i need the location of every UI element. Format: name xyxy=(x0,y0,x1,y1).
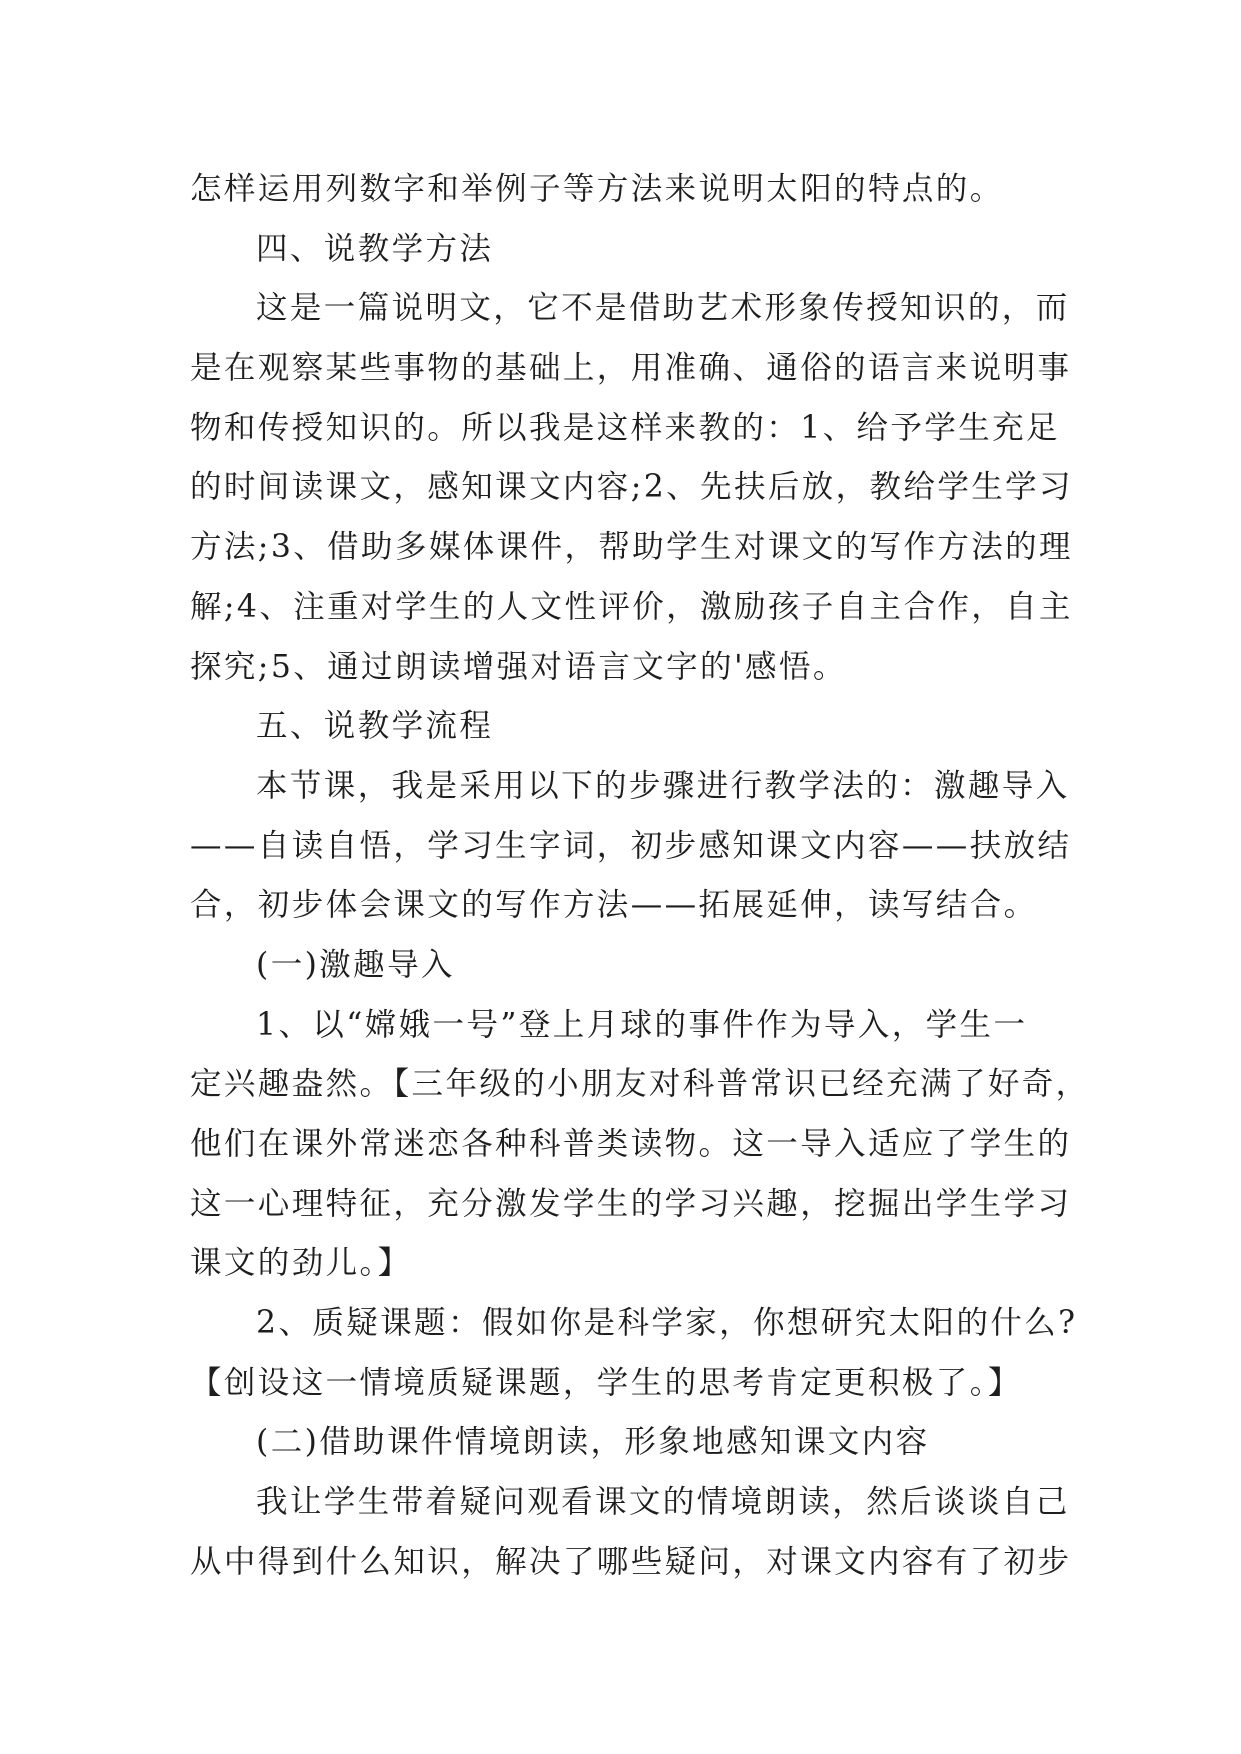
text-line: 方法;3、借助多媒体课件，帮助学生对课文的写作方法的理 xyxy=(190,529,1073,566)
text-line: 课文的劲儿。】 xyxy=(190,1245,412,1282)
text-line: 这是一篇说明文，它不是借助艺术形象传授知识的，而 xyxy=(256,290,1070,327)
text-line: 我让学生带着疑问观看课文的情境朗读，然后谈谈自己 xyxy=(256,1484,1070,1521)
text-line: 1、以“嫦娥一号”登上月球的事件作为导入，学生一 xyxy=(256,1006,1028,1043)
section-heading: 四、说教学方法 xyxy=(256,230,494,267)
subsection-heading: (二)借助课件情境朗读，形象地感知课文内容 xyxy=(256,1424,930,1461)
section-heading: 五、说教学流程 xyxy=(256,708,494,745)
text-line: 物和传授知识的。所以我是这样来教的：1、给予学生充足 xyxy=(190,409,1060,446)
text-line: 本节课，我是采用以下的步骤进行教学法的：激趣导入 xyxy=(256,767,1070,804)
document-body xyxy=(190,160,1090,1593)
text-line: 探究;5、通过朗读增强对语言文字的'感悟。 xyxy=(190,648,847,685)
text-line: 2、质疑课题：假如你是科学家，你想研究太阳的什么? xyxy=(256,1305,1078,1342)
text-line: 【创设这一情境质疑课题，学生的思考肯定更积极了。】 xyxy=(190,1364,1022,1401)
text-line: 怎样运用列数字和举例子等方法来说明太阳的特点的。 xyxy=(190,171,1004,207)
subsection-heading: (一)激趣导入 xyxy=(256,946,455,983)
text-line: ——自读自悟，学习生字词，初步感知课文内容——扶放结 xyxy=(190,827,1072,864)
text-line: 的时间读课文，感知课文内容;2、先扶后放，教给学生学习 xyxy=(190,469,1073,506)
text-line: 这一心理特征，充分激发学生的学习兴趣，挖掘出学生学习 xyxy=(190,1185,1072,1222)
text-line: 从中得到什么知识，解决了哪些疑问，对课文内容有了初步 xyxy=(190,1543,1072,1580)
text-line: 解;4、注重对学生的人文性评价，激励孩子自主合作，自主 xyxy=(190,588,1073,625)
text-line: 他们在课外常迷恋各种科普类读物。这一导入适应了学生的 xyxy=(190,1126,1072,1162)
text-line: 定兴趣盎然。【三年级的小朋友对科普常识已经充满了好奇， xyxy=(190,1066,1090,1103)
text-line: 是在观察某些事物的基础上，用准确、通俗的语言来说明事 xyxy=(190,350,1072,387)
text-line: 合，初步体会课文的写作方法——拓展延伸，读写结合。 xyxy=(190,887,1038,924)
